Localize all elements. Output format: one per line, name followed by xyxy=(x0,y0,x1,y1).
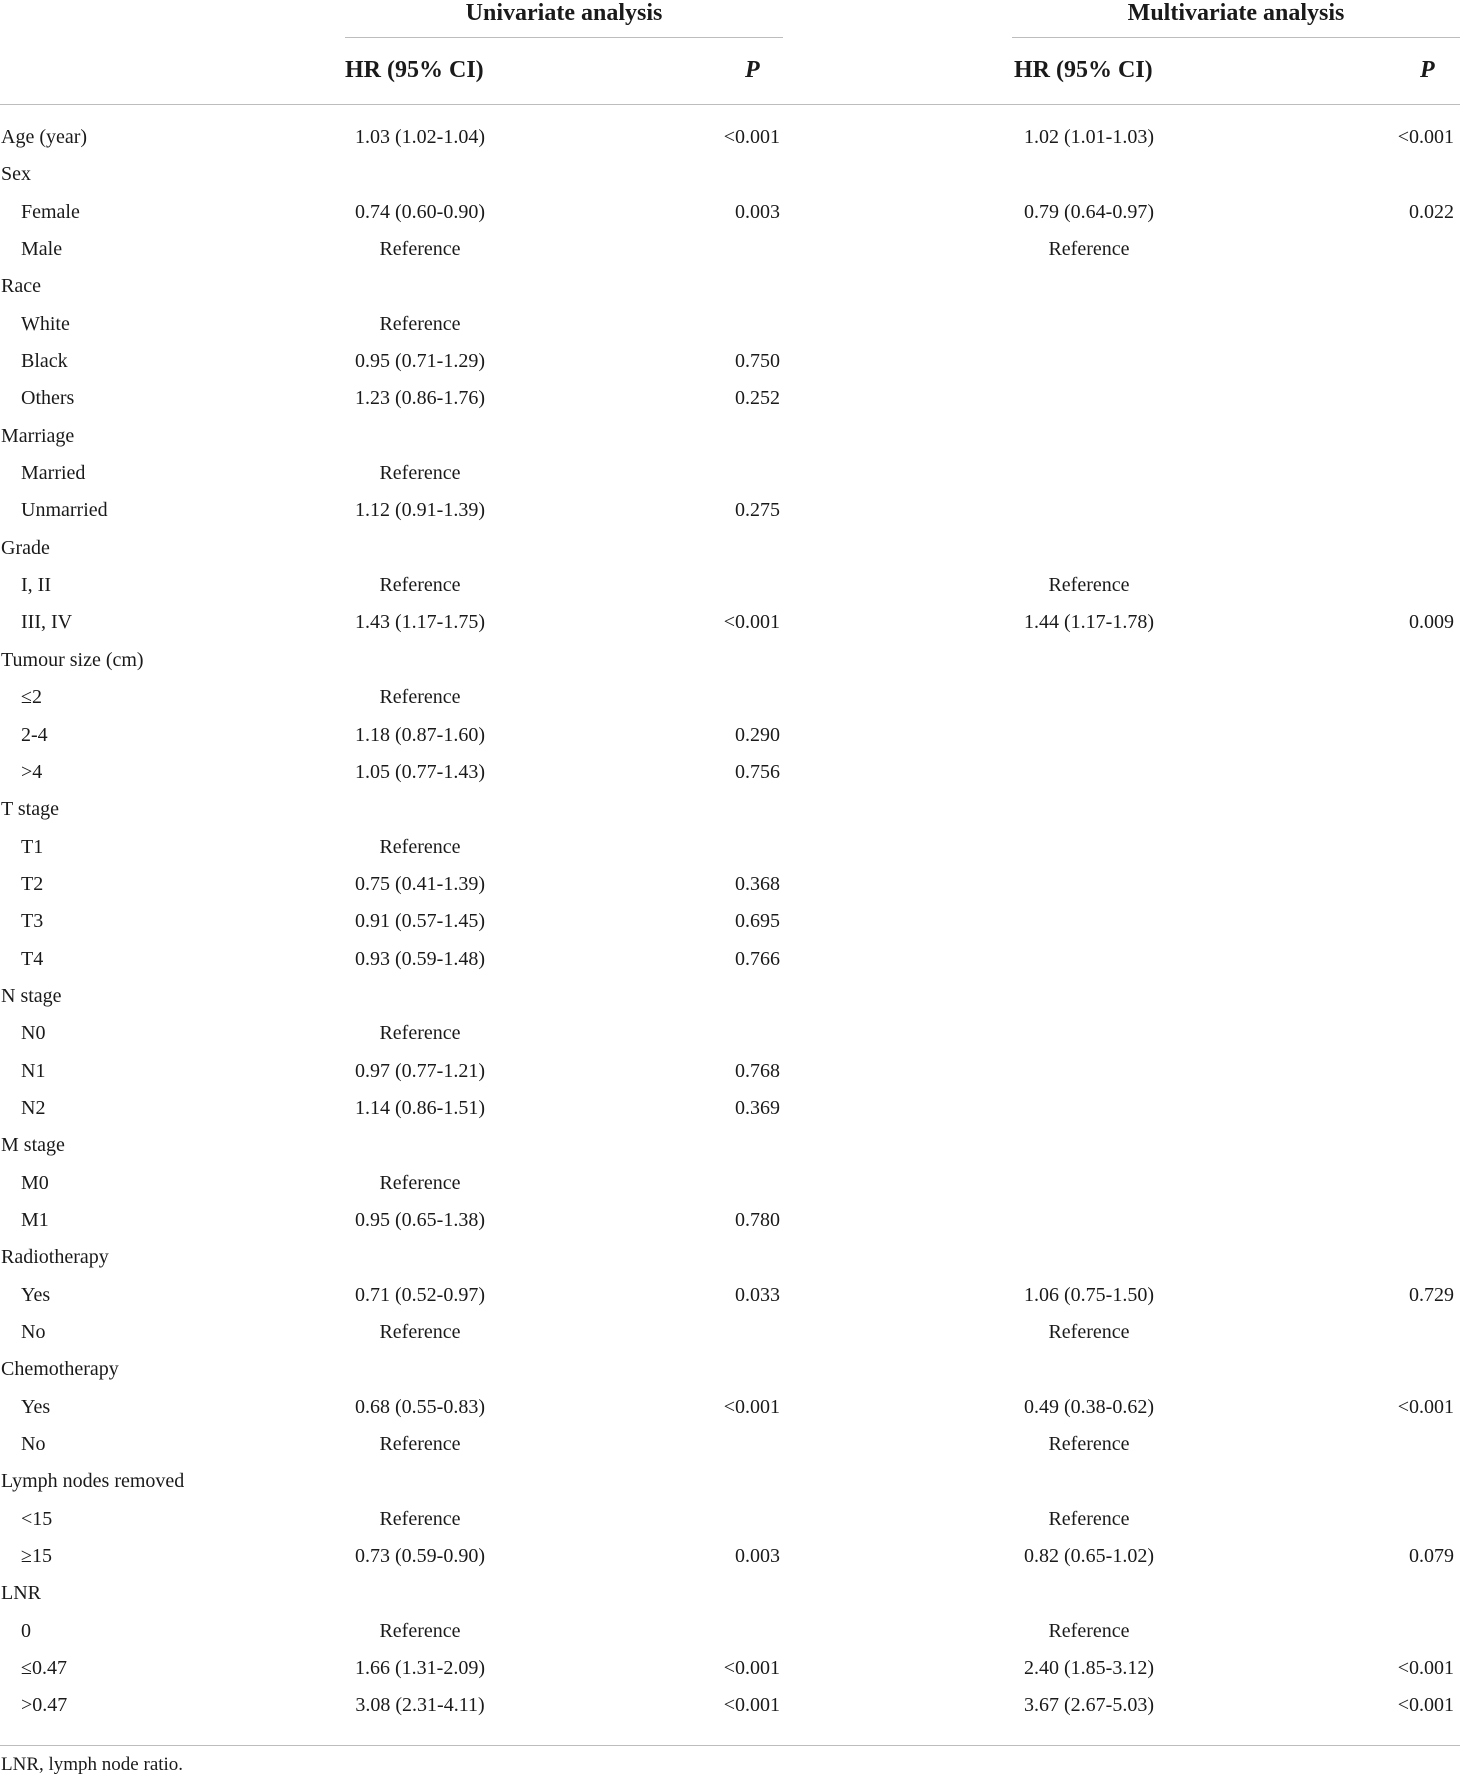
row-label: Grade xyxy=(1,536,50,559)
univariate-p-cell: 0.756 xyxy=(735,760,780,783)
univariate-hr-cell: Reference xyxy=(379,1433,461,1456)
multivariate-hr-cell: Reference xyxy=(1048,574,1130,597)
row-label: M0 xyxy=(21,1171,49,1194)
table-row xyxy=(0,194,1460,231)
table-row xyxy=(0,492,1460,529)
table-row xyxy=(0,1165,1460,1202)
multivariate-underline xyxy=(1012,37,1460,38)
univariate-hr-header: HR (95% CI) xyxy=(345,57,484,83)
row-label: Lymph nodes removed xyxy=(1,1470,185,1493)
row-label: N2 xyxy=(21,1096,46,1119)
table-row xyxy=(0,455,1460,492)
table-row xyxy=(0,1538,1460,1575)
row-label: T4 xyxy=(21,947,44,970)
table-row xyxy=(0,978,1460,1015)
univariate-p-cell: 0.750 xyxy=(735,350,780,373)
header-rule xyxy=(0,104,1460,105)
univariate-header: Univariate analysis xyxy=(465,0,663,26)
row-label: III, IV xyxy=(21,611,73,634)
table-row xyxy=(0,1053,1460,1090)
univariate-hr-cell: 0.95 (0.65-1.38) xyxy=(355,1208,485,1231)
univariate-p-cell: <0.001 xyxy=(723,1694,780,1717)
row-label: N stage xyxy=(1,984,62,1007)
univariate-hr-cell: Reference xyxy=(379,238,461,261)
univariate-hr-cell: Reference xyxy=(379,1171,461,1194)
row-label: 2-4 xyxy=(21,723,48,746)
univariate-hr-cell: Reference xyxy=(379,686,461,709)
table-row xyxy=(0,717,1460,754)
table-row xyxy=(0,1650,1460,1687)
row-label: M1 xyxy=(21,1208,49,1231)
univariate-hr-cell: Reference xyxy=(379,574,461,597)
univariate-hr-cell: 0.91 (0.57-1.45) xyxy=(355,910,485,933)
univariate-hr-cell: 0.74 (0.60-0.90) xyxy=(355,200,485,223)
table-footnote: LNR, lymph node ratio. xyxy=(1,1754,184,1775)
table-row xyxy=(0,1239,1460,1276)
table-row xyxy=(0,1687,1460,1724)
multivariate-p-cell: <0.001 xyxy=(1397,1395,1454,1418)
multivariate-hr-cell: 1.06 (0.75-1.50) xyxy=(1024,1283,1154,1306)
table-row xyxy=(0,866,1460,903)
univariate-hr-cell: 3.08 (2.31-4.11) xyxy=(355,1694,485,1717)
multivariate-hr-cell: 0.82 (0.65-1.02) xyxy=(1024,1545,1154,1568)
univariate-underline xyxy=(345,37,783,38)
univariate-hr-cell: Reference xyxy=(379,1507,461,1530)
table-row xyxy=(0,1426,1460,1463)
table-row xyxy=(0,1015,1460,1052)
univariate-p-cell: <0.001 xyxy=(723,611,780,634)
univariate-p-cell: 0.033 xyxy=(735,1283,780,1306)
row-label: Black xyxy=(21,350,68,373)
table-row xyxy=(0,1351,1460,1388)
multivariate-p-header: P xyxy=(1420,57,1435,83)
univariate-p-cell: <0.001 xyxy=(723,1395,780,1418)
univariate-hr-cell: 1.14 (0.86-1.51) xyxy=(355,1096,485,1119)
table-row xyxy=(0,1613,1460,1650)
univariate-hr-cell: Reference xyxy=(379,312,461,335)
univariate-p-cell: <0.001 xyxy=(723,126,780,148)
univariate-hr-cell: 0.95 (0.71-1.29) xyxy=(355,350,485,373)
row-label: Chemotherapy xyxy=(1,1358,119,1381)
multivariate-p-cell: 0.009 xyxy=(1409,611,1454,634)
row-label: <15 xyxy=(21,1507,53,1530)
table-row xyxy=(0,1463,1460,1500)
univariate-p-cell: <0.001 xyxy=(723,1657,780,1680)
table-row xyxy=(0,268,1460,305)
table-row xyxy=(0,1389,1460,1426)
multivariate-hr-cell: Reference xyxy=(1048,1619,1130,1642)
table-row xyxy=(0,231,1460,268)
univariate-hr-cell: Reference xyxy=(379,1619,461,1642)
multivariate-hr-cell: Reference xyxy=(1048,1507,1130,1530)
table-row xyxy=(0,343,1460,380)
multivariate-hr-cell: Reference xyxy=(1048,1433,1130,1456)
row-label: Others xyxy=(21,387,75,410)
multivariate-hr-cell: Reference xyxy=(1048,238,1130,261)
table-row xyxy=(0,418,1460,455)
multivariate-hr-header: HR (95% CI) xyxy=(1014,57,1153,83)
univariate-p-cell: 0.695 xyxy=(735,910,780,933)
table-row xyxy=(0,1090,1460,1127)
univariate-p-cell: 0.290 xyxy=(735,723,780,746)
univariate-p-cell: 0.768 xyxy=(735,1059,780,1082)
table-row xyxy=(0,530,1460,567)
univariate-hr-cell: 0.68 (0.55-0.83) xyxy=(355,1395,485,1418)
univariate-p-cell: 0.252 xyxy=(735,387,780,410)
row-label: No xyxy=(21,1433,46,1456)
row-label: N1 xyxy=(21,1059,46,1082)
row-label: >4 xyxy=(21,760,43,783)
table-row xyxy=(0,1202,1460,1239)
table-row xyxy=(0,1314,1460,1351)
table-row xyxy=(0,1277,1460,1314)
multivariate-p-cell: 0.079 xyxy=(1409,1545,1454,1568)
multivariate-p-cell: <0.001 xyxy=(1397,1694,1454,1717)
row-label: Tumour size (cm) xyxy=(1,648,144,671)
multivariate-hr-cell: 1.02 (1.01-1.03) xyxy=(1024,126,1154,148)
row-label: T1 xyxy=(21,835,44,858)
row-label: Marriage xyxy=(1,424,75,447)
univariate-hr-cell: 1.03 (1.02-1.04) xyxy=(355,126,485,148)
row-label: ≤2 xyxy=(21,686,42,709)
univariate-p-cell: 0.368 xyxy=(735,872,780,895)
univariate-p-cell: 0.275 xyxy=(735,499,780,522)
univariate-hr-cell: 1.23 (0.86-1.76) xyxy=(355,387,485,410)
row-label: ≥15 xyxy=(21,1545,52,1568)
row-label: Yes xyxy=(21,1395,51,1418)
univariate-p-cell: 0.766 xyxy=(735,947,780,970)
row-label: Yes xyxy=(21,1283,51,1306)
univariate-hr-cell: 0.73 (0.59-0.90) xyxy=(355,1545,485,1568)
multivariate-hr-cell: 1.44 (1.17-1.78) xyxy=(1024,611,1154,634)
table-body xyxy=(0,119,1460,1725)
row-label: Unmarried xyxy=(21,499,108,522)
table-row xyxy=(0,1575,1460,1612)
univariate-hr-cell: Reference xyxy=(379,462,461,485)
multivariate-header: Multivariate analysis xyxy=(1127,0,1345,26)
row-label: Female xyxy=(21,200,80,223)
row-label: >0.47 xyxy=(21,1694,68,1717)
row-label: 0 xyxy=(21,1619,31,1642)
multivariate-p-cell: 0.022 xyxy=(1409,200,1454,223)
row-label: M stage xyxy=(1,1134,65,1157)
multivariate-hr-cell: 0.79 (0.64-0.97) xyxy=(1024,200,1154,223)
multivariate-hr-cell: 0.49 (0.38-0.62) xyxy=(1024,1395,1154,1418)
univariate-p-header: P xyxy=(745,57,760,83)
row-label: LNR xyxy=(1,1582,41,1605)
row-label: I, II xyxy=(21,574,51,597)
table-row xyxy=(0,567,1460,604)
table-row xyxy=(0,604,1460,641)
row-label: Sex xyxy=(1,163,31,186)
univariate-hr-cell: Reference xyxy=(379,835,461,858)
table-row xyxy=(0,829,1460,866)
univariate-p-cell: 0.003 xyxy=(735,1545,780,1568)
table-row xyxy=(0,306,1460,343)
univariate-hr-cell: 1.43 (1.17-1.75) xyxy=(355,611,485,634)
univariate-hr-cell: Reference xyxy=(379,1022,461,1045)
univariate-p-cell: 0.369 xyxy=(735,1096,780,1119)
univariate-hr-cell: 1.05 (0.77-1.43) xyxy=(355,760,485,783)
row-label: T stage xyxy=(1,798,59,821)
table-row xyxy=(0,1127,1460,1164)
table-row xyxy=(0,754,1460,791)
row-label: Male xyxy=(21,238,63,261)
table-row xyxy=(0,380,1460,417)
table-row xyxy=(0,679,1460,716)
univariate-p-cell: 0.780 xyxy=(735,1208,780,1231)
univariate-hr-cell: 1.18 (0.87-1.60) xyxy=(355,723,485,746)
row-label: White xyxy=(21,312,70,335)
row-label: Age (year) xyxy=(1,126,88,148)
table-row xyxy=(0,156,1460,193)
table-row xyxy=(0,1501,1460,1538)
row-label: T3 xyxy=(21,910,44,933)
table-row xyxy=(0,119,1460,156)
multivariate-hr-cell: 3.67 (2.67-5.03) xyxy=(1024,1694,1154,1717)
table-row xyxy=(0,642,1460,679)
table-row xyxy=(0,903,1460,940)
univariate-hr-cell: 0.97 (0.77-1.21) xyxy=(355,1059,485,1082)
multivariate-p-cell: <0.001 xyxy=(1397,1657,1454,1680)
row-label: Married xyxy=(21,462,86,485)
row-label: ≤0.47 xyxy=(21,1657,67,1680)
row-label: N0 xyxy=(21,1022,46,1045)
univariate-hr-cell: 0.75 (0.41-1.39) xyxy=(355,872,485,895)
univariate-hr-cell: 1.66 (1.31-2.09) xyxy=(355,1657,485,1680)
univariate-hr-cell: 0.71 (0.52-0.97) xyxy=(355,1283,485,1306)
table-row xyxy=(0,941,1460,978)
bottom-rule xyxy=(0,1745,1460,1746)
row-label: Race xyxy=(1,275,41,298)
univariate-hr-cell: 1.12 (0.91-1.39) xyxy=(355,499,485,522)
univariate-hr-cell: 0.93 (0.59-1.48) xyxy=(355,947,485,970)
table-row xyxy=(0,791,1460,828)
multivariate-p-cell: <0.001 xyxy=(1397,126,1454,148)
row-label: No xyxy=(21,1321,46,1343)
multivariate-hr-cell: 2.40 (1.85-3.12) xyxy=(1024,1657,1154,1680)
multivariate-p-cell: 0.729 xyxy=(1409,1283,1454,1306)
row-label: T2 xyxy=(21,872,44,895)
row-label: Radiotherapy xyxy=(1,1246,109,1269)
multivariate-hr-cell: Reference xyxy=(1048,1321,1130,1343)
univariate-hr-cell: Reference xyxy=(379,1321,461,1343)
univariate-p-cell: 0.003 xyxy=(735,200,780,223)
